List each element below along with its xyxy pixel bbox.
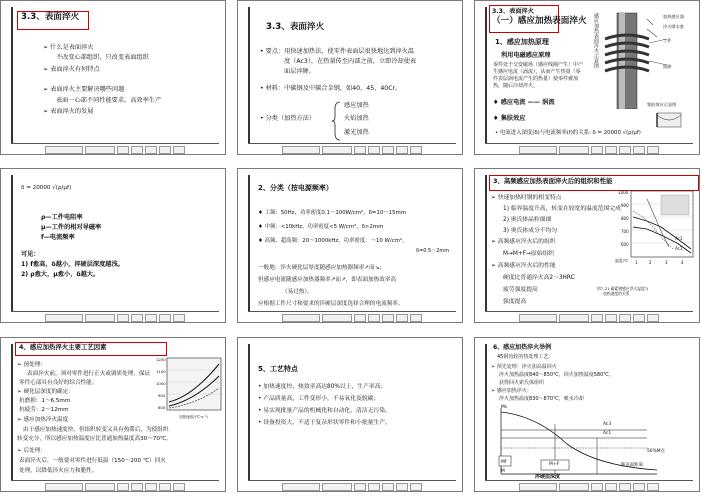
paragraph: 度（Ac3），在热量传至内部之前，立即冷却使表 (284, 58, 417, 65)
chart-xtick: 4 (681, 260, 684, 265)
section-heading: 1、感应加热原理 (495, 38, 549, 46)
list-item: M→M+F→原始组织 (503, 251, 555, 257)
diagram-label: Mf (501, 460, 507, 465)
slide-1[interactable] (0, 0, 226, 155)
list-item: 抗疲劳：2～12mm (19, 407, 69, 413)
list-item: • 设备投资大，不适于复杂形状零件和小批量生产。 (258, 420, 391, 426)
slide-footer (45, 146, 185, 152)
slide-2[interactable] (237, 0, 463, 155)
list-item: • 加热速度快，热效率高达80%以上，生产率高； (258, 384, 387, 390)
list-item: 1) 临界温度升高，转变在较宽的温度范围完成 (503, 206, 621, 212)
diagram-caption: 淬硬层深度 (535, 474, 561, 480)
paragraph: 面层淬硬。 (284, 68, 315, 75)
slide-title: 3.3、表面淬火 (266, 22, 325, 32)
slide-footer (282, 314, 422, 320)
slide-header: 3.3、表面淬火 (492, 8, 534, 15)
list-item: 表面淬火后，一般要对零件进行低温（150～200 ℃）回火 (19, 458, 166, 464)
list-item: 疲劳强度提高 (503, 287, 538, 293)
chart-caption: 加热速度的关系 (603, 291, 630, 296)
slide-footer (45, 483, 185, 489)
bullet: ♦ 集肤效应 (493, 115, 526, 122)
list-item: 抗磨损：1～6.5mm (19, 398, 71, 404)
list-item: ➢ 感应加热淬火温度 (17, 417, 69, 423)
list-item: 由于感应加热速度快，但组织转变又具有热滞后，为使组织 (23, 427, 169, 433)
paragraph: 件表层涡电流产生的热量）使零件被加 (493, 76, 579, 82)
transformation-temperature-chart (617, 187, 697, 277)
slide-footer (45, 314, 185, 320)
chart-xtick: 2 (649, 260, 652, 265)
diagram-label: Ac3 (603, 422, 612, 427)
slide-title: （一）感应加热表面淬火 (492, 16, 587, 26)
paragraph: 热，随后冷却淬火。 (493, 83, 539, 89)
slide-footer (519, 314, 659, 320)
list-item: ➢ 什么是表面淬火 (43, 44, 94, 51)
diagram-axis-label: 距表面距离 (621, 463, 643, 468)
chart-caption: 图7-21 碳素钢感应淬火温度与 (597, 286, 649, 291)
list-item: • 易实现批量产品的机械化和自动化，清洁无污染。 (258, 408, 391, 414)
note: 一般地：淬火硬化层厚度随感应加热器频率↗而↘； (258, 265, 385, 271)
slide-title: 3.3、表面淬火 (21, 12, 80, 22)
slide-footer (282, 146, 422, 152)
slide-footer (519, 483, 659, 489)
list-item: 不改变心部组织，只改变表面组织 (56, 54, 149, 61)
class-item: 激光加热 (344, 129, 369, 136)
chart-ytick: 900 (621, 203, 629, 208)
freq-row: ♦ 工频：50Hz，功率密度0.1～100W/cm²，δ=10～15mm (258, 210, 407, 216)
formula-line: • 电流进入深度(δ)与电流频率(f)的关系: δ = 20000 √(ρ/μf) (495, 130, 641, 136)
diagram-label: Ms (501, 405, 508, 410)
list-item: ➢ 硬化层深度的确定： (17, 389, 74, 395)
list-item: 硬度比普通淬火高2～3HRC (503, 275, 575, 281)
definition: ρ—工件电阻率 (41, 214, 83, 221)
paragraph: • 要点：用快速加热法，使零件表面层很快地达到淬火温 (260, 48, 415, 55)
list-item: ➢ 表面淬火主要解决哪些问题 (43, 86, 125, 93)
chart-ytick: 800 (621, 216, 629, 221)
list-item: ➢ 感应加热淬火： (491, 388, 532, 394)
class-item: 感应加热 (344, 102, 369, 109)
slide-5[interactable] (237, 168, 463, 323)
list-item: ➢ 表面淬火有何特点 (43, 66, 100, 73)
diagram-label: Ac1 (603, 431, 612, 436)
list-item: ➢ 高频感应淬火后的组织 (491, 239, 556, 245)
slide-footer (282, 483, 422, 489)
list-item: 2) 奥氏体晶粒细细 (503, 217, 552, 223)
diagram-label: 50%M点 (647, 449, 665, 454)
chart-xtick: 3 (665, 260, 668, 265)
chart-ylabel: 温度/℃ (615, 258, 629, 263)
diagram-caption: 集肤效应示意图 (647, 102, 677, 107)
sub-heading: 45钢齿轮的热处理工艺： (497, 354, 554, 360)
heating-rate-chart (157, 356, 223, 422)
conclusion: 1) f愈高，δ越小，淬硬层深度越浅。 (21, 261, 124, 268)
list-item: ➢ 快速加热时钢的相变特点 (491, 195, 562, 201)
list-item: 处理，以降低淬火应力和脆性。 (19, 468, 98, 474)
diagram-label: 间隙 (663, 64, 672, 69)
diagram-label: M (501, 469, 505, 474)
list-item: ➢ 表面淬火的发展 (43, 108, 94, 115)
diagram-label: 加热感应器 (663, 14, 684, 19)
hardened-layer-diagram (497, 404, 667, 482)
paragraph: 生感应电流（涡流），从而产生热量（零 (493, 69, 581, 75)
chart-ytick: 1000 (156, 381, 166, 386)
freq-row: ♦ 高频、超高频：20～1000kHz，功率密度：～10 W/cm²， (258, 238, 408, 244)
list-item: ➢ 预先处理：淬火加高温回火 (491, 364, 557, 370)
conclusion-title: 可见： (21, 251, 40, 258)
list-item: 零件心部具有良好的综合性能。 (19, 380, 98, 386)
list-item: 表面一心部不同性能要求，高效率生产 (56, 97, 162, 104)
slide-title: 3、高频感应加热表面淬火后的组织和性能 (493, 177, 613, 185)
skin-effect-diagram (649, 109, 689, 131)
slide-title: 2、分类（按电源频率） (258, 184, 333, 192)
slide-title: 5、工艺特点 (258, 365, 298, 373)
list-item: 转变充分，所以感应加热温度应比普通加热温度高30～70℃。 (17, 436, 172, 442)
diagram-label: 淬火喷水套 (663, 24, 684, 29)
list-item: 3) 奥氏体成分不均匀 (503, 228, 558, 234)
list-item: 表面淬火前，须对零件进行正火或调质处理，保证 (27, 371, 151, 377)
bullet: ♦ 感应电流 —— 涡流 (493, 99, 555, 106)
note: 应根据工件尺寸和要求的淬硬层深度选择合理的电流频率。 (258, 301, 404, 307)
list-item: 获得回火索氏体组织 (499, 380, 545, 386)
chart-series-label: Ac3 (675, 236, 683, 241)
freq-row: δ=0.5～2mm (416, 248, 450, 254)
chart-xtick: 1 (635, 260, 638, 265)
chart-xlabel: 加热速度/(℃·s⁻¹) (179, 415, 208, 419)
diagram-label: M+F (549, 462, 559, 467)
chart-ytick: 1200 (156, 357, 166, 362)
slide-9[interactable] (474, 337, 700, 492)
list-item: 淬火加热温度830～870℃，喷水冷却 (499, 396, 584, 402)
chart-series-label: Ac1 (675, 246, 683, 251)
list-item: • 产品质量高，工件变形小，不易氧化及脱碳； (258, 396, 380, 402)
definition: f—电流频率 (41, 234, 75, 241)
formula: δ = 20000 √(ρ/μf) (21, 185, 72, 191)
diagram-title: 感应加热表面淬火示意图 (593, 13, 599, 68)
list-item: 强度提高 (503, 299, 527, 305)
slide-title: 4、感应加热淬火主要工艺因素 (19, 343, 107, 351)
chart-ytick: 800 (158, 405, 166, 410)
chart-ytick: 900 (158, 393, 166, 398)
brace-icon (332, 101, 342, 141)
slide-3[interactable] (474, 0, 700, 155)
paragraph: • 材料：中碳钢及中碳合金钢，如40、45、40Cr。 (260, 85, 402, 92)
list-item: 淬火加热温度840～850℃，回火加热温度580℃， (499, 372, 614, 378)
definition: μ—工件的相对导磁率 (41, 224, 102, 231)
slide-4[interactable] (0, 168, 226, 323)
conclusion: 2) ρ愈大，μ愈小，δ越大。 (21, 271, 100, 278)
sub-heading: 利用电磁感应原理 (501, 52, 551, 59)
list-item: ➢ 后处理： (17, 448, 46, 454)
paragraph: 零件处于交变磁场（感应线圈产生）中产 (493, 62, 584, 68)
chart-ytick: 1000 (618, 190, 629, 195)
class-label: • 分类（加热方法） (260, 115, 316, 122)
list-item: ➢ 高频感应淬火后的性能 (491, 263, 556, 269)
chart-ytick: 700 (621, 229, 629, 234)
slide-7[interactable] (0, 337, 226, 492)
freq-row: ♦ 中频：<10kHz，功率密度<5 W/cm²，δ>2mm (258, 224, 384, 230)
slide-footer (519, 146, 659, 152)
diagram-label: 工件 (663, 38, 672, 43)
slide-8[interactable] (237, 337, 463, 492)
chart-ytick: 1100 (156, 369, 166, 374)
slide-6[interactable] (474, 168, 700, 323)
chart-ytick: 600 (621, 242, 629, 247)
note: （易过热）。 (282, 289, 313, 295)
slide-title: 6、感应加热淬火举例 (493, 344, 552, 351)
class-item: 火焰加热 (344, 115, 369, 122)
note: 但感应电流随感应加热器频率↗而↗，即表面加热效率高 (258, 277, 397, 283)
list-item: ➢ 预处理: (17, 362, 43, 368)
